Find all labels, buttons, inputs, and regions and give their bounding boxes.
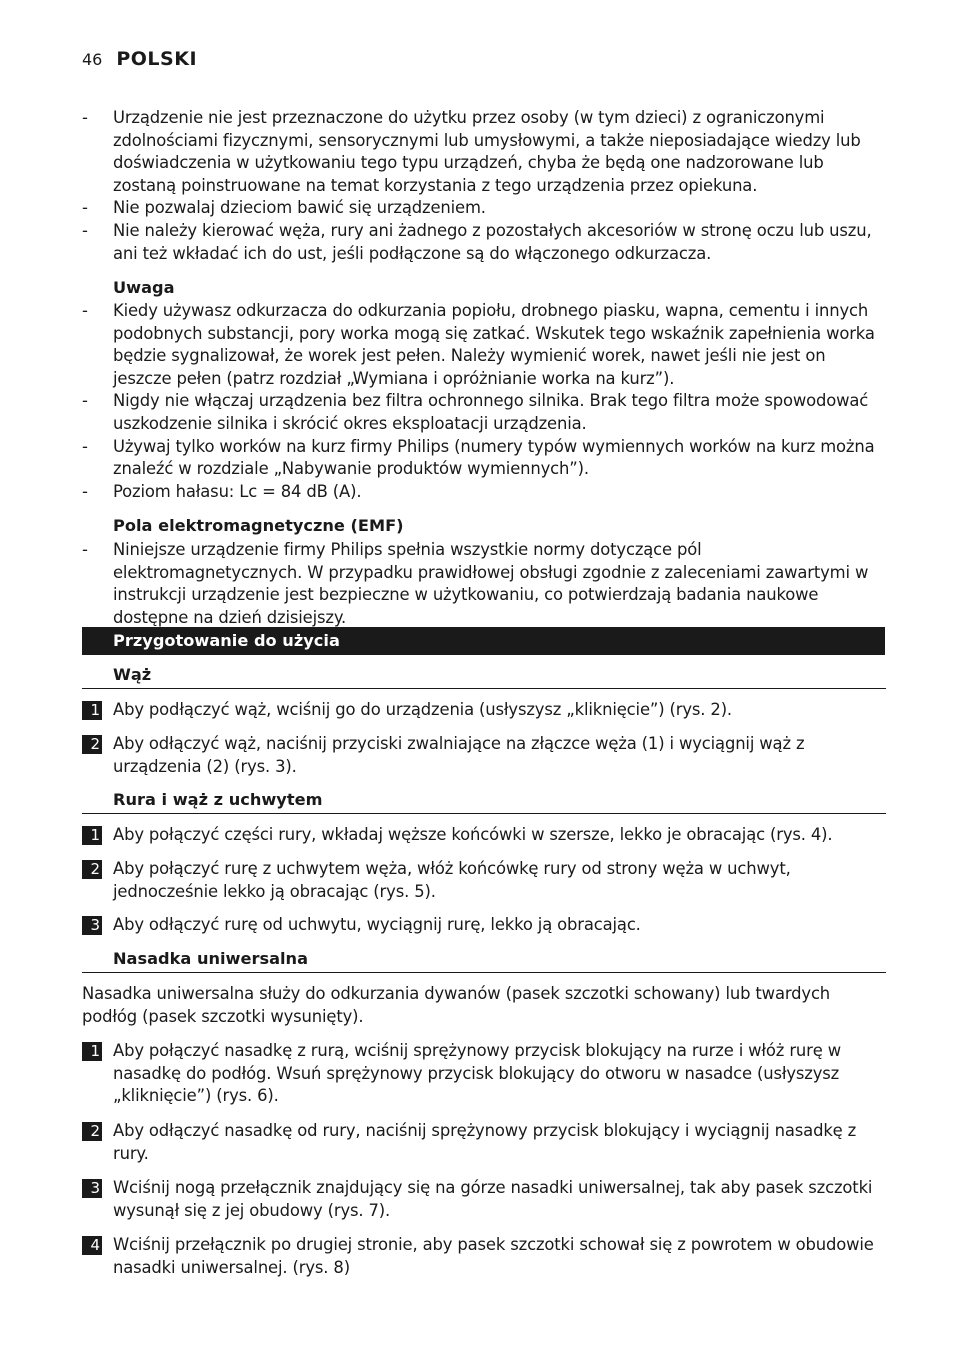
step-text: Wciśnij przełącznik po drugiej stronie, aby pasek szczotki schował się z powrotem w obudowie nasadki uniwersalnej. (rys. 8) — [113, 1235, 874, 1277]
step-number: 3 — [82, 1179, 102, 1198]
step — [82, 733, 886, 778]
step-text: Aby podłączyć wąż, wciśnij go do urządzenia (usłyszysz „kliknięcie”) (rys. 2). — [113, 700, 732, 719]
step — [82, 1120, 886, 1165]
list-item: - Używaj tylko worków na kurz firmy Philips (numery typów wymiennych worków na kurz można znaleźć w rozdziale „Nabywanie produktów wymiennych”). — [82, 436, 875, 479]
page-number: 46 — [82, 50, 103, 69]
step-text: Aby odłączyć rurę od uchwytu, wyciągnij rurę, lekko ją obracając. — [113, 915, 641, 934]
page-header — [82, 48, 197, 74]
nasadka-rule — [82, 972, 886, 973]
list-item: - Poziom hałasu: Lc = 84 dB (A). — [82, 481, 362, 501]
list-item: - Kiedy używasz odkurzacza do odkurzania popiołu, drobnego piasku, wapna, cementu i innych podobnych substancji, pory worka mogą się zatkać. Wskutek tego wskaźnik zapełnienia worka będzie sygnalizował, że worek jest pełen. Należy wymienić worek, nawet jeśli nie jest on jeszcze pełen (patrz rozdział „Wymiana i opróżnianie worka na kurz”). — [82, 301, 875, 388]
step — [82, 1040, 886, 1108]
step — [82, 858, 886, 903]
nasadka-heading: Nasadka uniwersalna — [113, 949, 309, 968]
step — [82, 914, 886, 937]
step — [82, 699, 886, 722]
step-text: Wciśnij nogą przełącznik znajdujący się na górze nasadki uniwersalnej, tak aby pasek szczotki wysunął się z jej obudowy (rys. 7). — [113, 1178, 873, 1220]
intro-list — [82, 107, 886, 265]
step-text: Aby połączyć nasadkę z rurą, wciśnij sprężynowy przycisk blokujący na rurze i włóż rurę w nasadkę do podłóg. Wsuń sprężynowy przycisk blokujący do otworu w nasadce (usłyszysz „kliknięcie”) (rys. 6). — [113, 1041, 841, 1106]
language-title: POLSKI — [116, 48, 198, 70]
nasadka-intro: Nasadka uniwersalna służy do odkurzania dywanów (pasek szczotki schowany) lub twardych podłóg (pasek szczotki wysunięty). — [82, 984, 831, 1026]
waz-heading: Wąż — [113, 665, 152, 684]
step — [82, 1234, 886, 1279]
step-number: 2 — [82, 860, 102, 879]
step-number: 2 — [82, 1122, 102, 1141]
emf-list — [82, 539, 886, 629]
list-item: - Nigdy nie włączaj urządzenia bez filtra ochronnego silnika. Brak tego filtra może spowodować uszkodzenie silnika i skrócić okres eksploatacji urządzenia. — [82, 391, 869, 433]
list-item: - Nie należy kierować węża, rury ani żadnego z pozostałych akcesoriów w stronę oczu lub uszu, ani też wkładać ich do ust, jeśli podłączone są do włączonego odkurzacza. — [82, 220, 872, 263]
step-number: 2 — [82, 735, 102, 754]
uwaga-heading: Uwaga — [113, 278, 175, 297]
emf-heading: Pola elektromagnetyczne (EMF) — [113, 516, 404, 535]
rura-rule — [82, 813, 886, 814]
step-number: 4 — [82, 1236, 102, 1255]
step-number: 1 — [82, 1042, 102, 1061]
step — [82, 824, 886, 847]
step-text: Aby połączyć rurę z uchwytem węża, włóż końcówkę rury od strony węża w uchwyt, jednocześnie lekko ją obracając (rys. 5). — [113, 859, 791, 901]
step-number: 1 — [82, 701, 102, 720]
step-number: 1 — [82, 826, 102, 845]
list-item: - Nie pozwalaj dzieciom bawić się urządzeniem. — [82, 198, 486, 218]
step-text: Aby odłączyć wąż, naciśnij przyciski zwalniające na złączce węża (1) i wyciągnij wąż z urządzenia (2) (rys. 3). — [113, 734, 805, 776]
step-number: 3 — [82, 916, 102, 935]
waz-rule — [82, 688, 886, 689]
section-heading: Przygotowanie do użycia — [82, 627, 885, 655]
list-item: - Niniejsze urządzenie firmy Philips spełnia wszystkie normy dotyczące pól elektromagnetycznych. W przypadku prawidłowej obsługi zgodnie z zaleceniami zawartymi w instrukcji urządzenie jest bezpieczne w użytkowaniu, co potwierdzają badania naukowe dostępne na dzień dzisiejszy. — [82, 540, 869, 627]
step-text: Aby połączyć części rury, wkładaj węższe końcówki w szersze, lekko je obracając (rys. 4). — [113, 825, 833, 844]
step — [82, 1177, 886, 1222]
rura-heading: Rura i wąż z uchwytem — [113, 790, 323, 809]
list-item: - Urządzenie nie jest przeznaczone do użytku przez osoby (w tym dzieci) z ograniczonymi zdolnościami fizycznymi, sensorycznymi lub umysłowymi, a także nieposiadające wiedzy lub doświadczenia w użytkowaniu tego typu urządzeń, chyba że będą one nadzorowane lub zostaną poinstruowane na temat korzystania z tego urządzenia przez opiekuna. — [82, 108, 861, 195]
step-text: Aby odłączyć nasadkę od rury, naciśnij sprężynowy przycisk blokujący i wyciągnij nasadkę z rury. — [113, 1121, 857, 1163]
uwaga-list — [82, 300, 886, 503]
